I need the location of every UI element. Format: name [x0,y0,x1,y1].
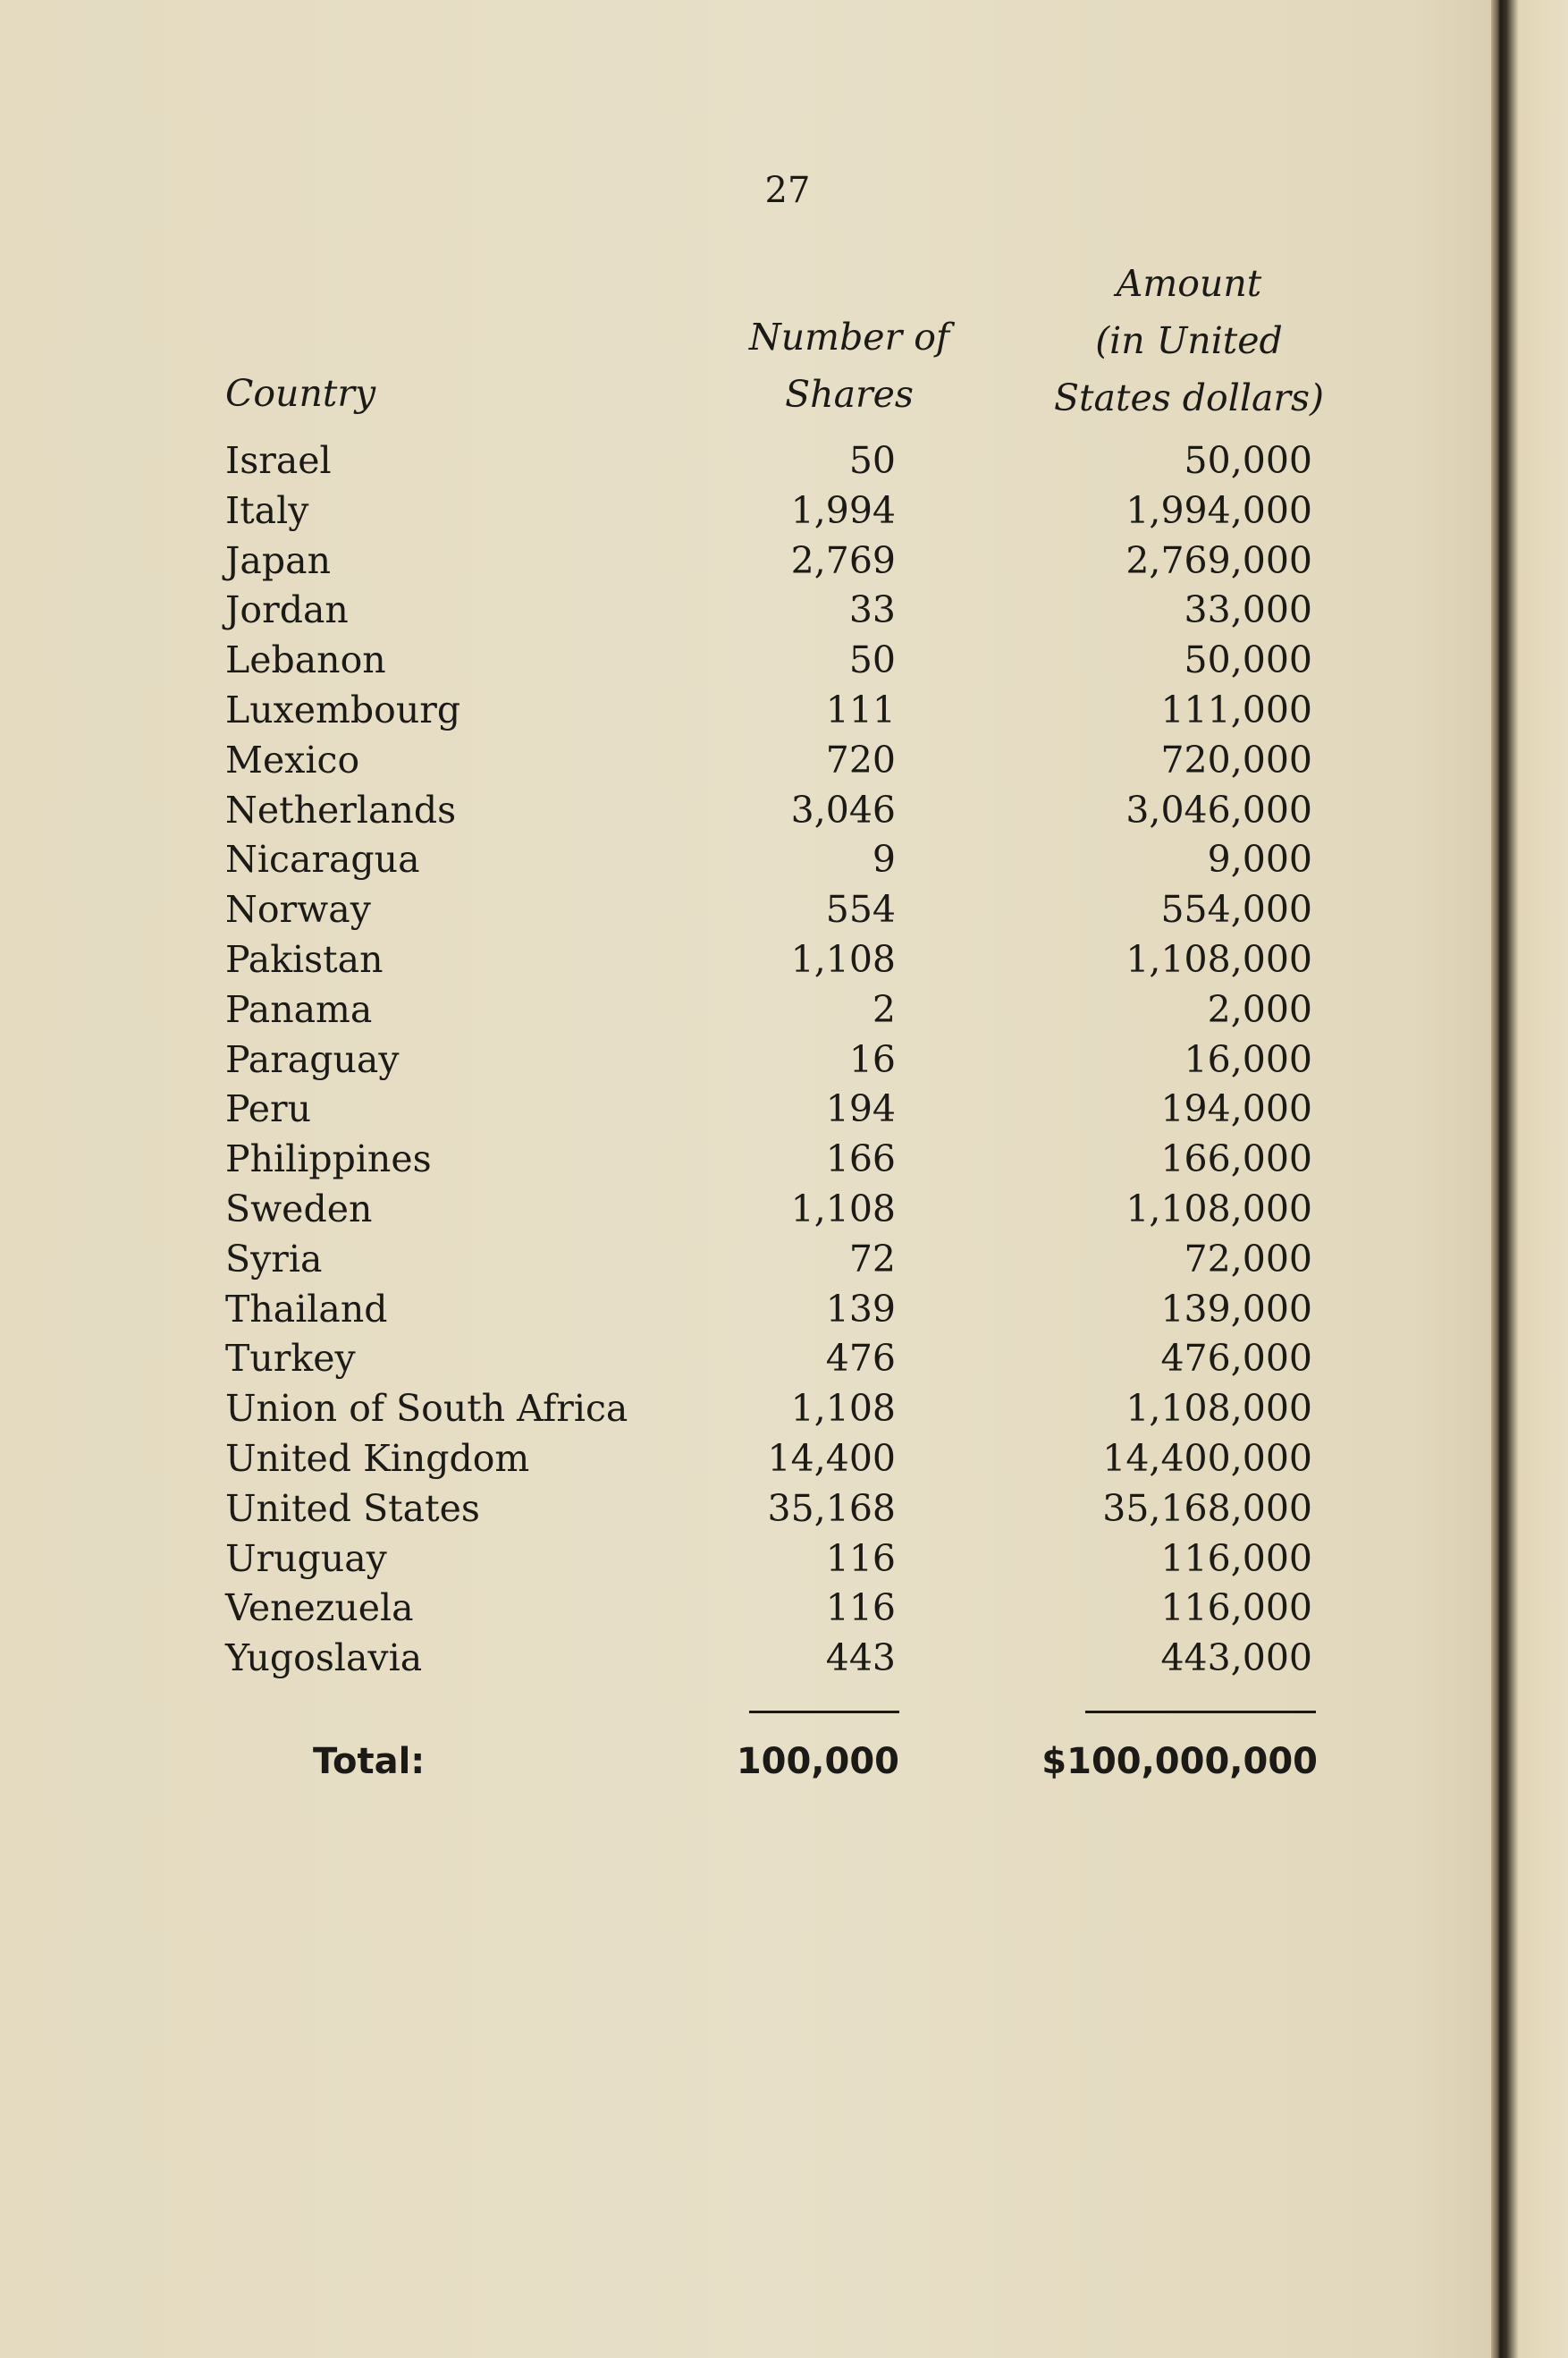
country-cell: Sweden [225,1187,373,1230]
table-row [0,1235,1568,1285]
amount-cell: 139,000 [1160,1287,1312,1331]
country-cell: Japan [225,538,331,582]
country-cell: Yugoslavia [225,1636,423,1680]
country-cell: Thailand [225,1287,388,1331]
table-row [0,1634,1568,1684]
table-row [0,786,1568,836]
shares-cell: 1,108 [790,1387,896,1431]
amount-cell: 111,000 [1160,688,1312,731]
header-amount-line2: (in United [1095,319,1283,362]
amount-cell: 3,046,000 [1125,788,1312,832]
table-row [0,1135,1568,1185]
amount-cell: 50,000 [1184,638,1312,682]
amount-cell: 194,000 [1160,1087,1312,1131]
table-row [0,1584,1568,1634]
shares-cell: 50 [848,638,896,682]
shares-cell: 9 [872,838,896,882]
country-cell: Venezuela [225,1586,414,1630]
total-row [0,1732,1568,1791]
amount-cell: 35,168,000 [1102,1486,1312,1530]
country-cell: Luxembourg [225,688,461,731]
total-amount: $100,000,000 [1041,1741,1318,1782]
country-cell: Peru [225,1087,312,1131]
country-cell: Philippines [225,1137,432,1181]
shares-total-rule [749,1711,899,1713]
amount-cell: 166,000 [1160,1137,1312,1181]
country-cell: Pakistan [225,937,384,981]
amount-cell: 116,000 [1160,1586,1312,1630]
country-cell: Paraguay [225,1037,400,1081]
shares-cell: 50 [848,439,896,482]
country-cell: Israel [225,439,332,482]
amount-cell: 33,000 [1184,588,1312,632]
country-cell: Union of South Africa [225,1387,628,1431]
amount-cell: 443,000 [1160,1636,1312,1680]
shares-cell: 35,168 [767,1486,896,1530]
amount-cell: 720,000 [1160,738,1312,782]
table-row [0,1085,1568,1135]
amount-cell: 16,000 [1184,1037,1312,1081]
total-shares: 100,000 [736,1741,899,1782]
amount-cell: 1,108,000 [1125,1187,1312,1230]
shares-cell: 554 [825,888,896,932]
share-table [0,436,1568,1684]
amount-cell: 1,108,000 [1125,937,1312,981]
country-cell: Lebanon [225,638,386,682]
amount-cell: 2,000 [1207,987,1312,1031]
table-row [0,885,1568,935]
header-shares-line1: Number of [748,316,950,359]
amount-cell: 9,000 [1207,838,1312,882]
amount-cell: 1,108,000 [1125,1387,1312,1431]
table-row [0,1334,1568,1384]
amount-cell: 554,000 [1160,888,1312,932]
shares-cell: 194 [825,1087,896,1131]
table-row [0,586,1568,636]
country-cell: Uruguay [225,1536,387,1580]
shares-cell: 16 [848,1037,896,1081]
table-row [0,1035,1568,1086]
table-row [0,686,1568,736]
table-row [0,1185,1568,1235]
header-shares-line2: Shares [785,373,914,416]
amount-cell: 2,769,000 [1125,538,1312,582]
table-row [0,985,1568,1035]
country-cell: Syria [225,1237,323,1280]
header-amount-line3: States dollars) [1053,376,1325,419]
table-row [0,1484,1568,1534]
shares-cell: 116 [825,1586,896,1630]
shares-cell: 443 [825,1636,896,1680]
page-number: 27 [764,170,811,211]
table-row [0,486,1568,537]
shares-cell: 476 [825,1337,896,1381]
shares-cell: 2,769 [790,538,896,582]
country-cell: Mexico [225,738,360,782]
table-row [0,436,1568,486]
header-country: Country [225,372,376,415]
amount-cell: 72,000 [1184,1237,1312,1280]
country-cell: Nicaragua [225,838,420,882]
header-number-of-shares [715,308,983,423]
table-row [0,1384,1568,1434]
table-row [0,636,1568,686]
shares-cell: 139 [825,1287,896,1331]
shares-cell: 116 [825,1536,896,1580]
table-row [0,1434,1568,1484]
country-cell: United Kingdom [225,1436,530,1480]
country-cell: Netherlands [225,788,457,832]
header-amount [1037,255,1341,427]
amount-cell: 1,994,000 [1125,488,1312,532]
country-cell: United States [225,1486,480,1530]
shares-cell: 14,400 [767,1436,896,1480]
country-cell: Panama [225,987,373,1031]
shares-cell: 111 [825,688,896,731]
shares-cell: 1,108 [790,1187,896,1230]
table-row [0,835,1568,885]
shares-cell: 720 [825,738,896,782]
shares-cell: 33 [848,588,896,632]
table-row [0,1285,1568,1335]
amount-total-rule [1085,1711,1316,1713]
table-row [0,1534,1568,1585]
country-cell: Italy [225,488,309,532]
shares-cell: 2 [872,987,896,1031]
amount-cell: 14,400,000 [1102,1436,1312,1480]
shares-cell: 1,994 [790,488,896,532]
header-amount-line1: Amount [1116,262,1262,305]
table-row [0,935,1568,985]
total-label: Total: [313,1741,426,1782]
amount-cell: 50,000 [1184,439,1312,482]
table-row [0,736,1568,786]
shares-cell: 3,046 [790,788,896,832]
shares-cell: 1,108 [790,937,896,981]
amount-cell: 476,000 [1160,1337,1312,1381]
table-row [0,537,1568,587]
country-cell: Jordan [225,588,349,632]
country-cell: Norway [225,888,371,932]
shares-cell: 166 [825,1137,896,1181]
amount-cell: 116,000 [1160,1536,1312,1580]
country-cell: Turkey [225,1337,356,1381]
shares-cell: 72 [848,1237,896,1280]
